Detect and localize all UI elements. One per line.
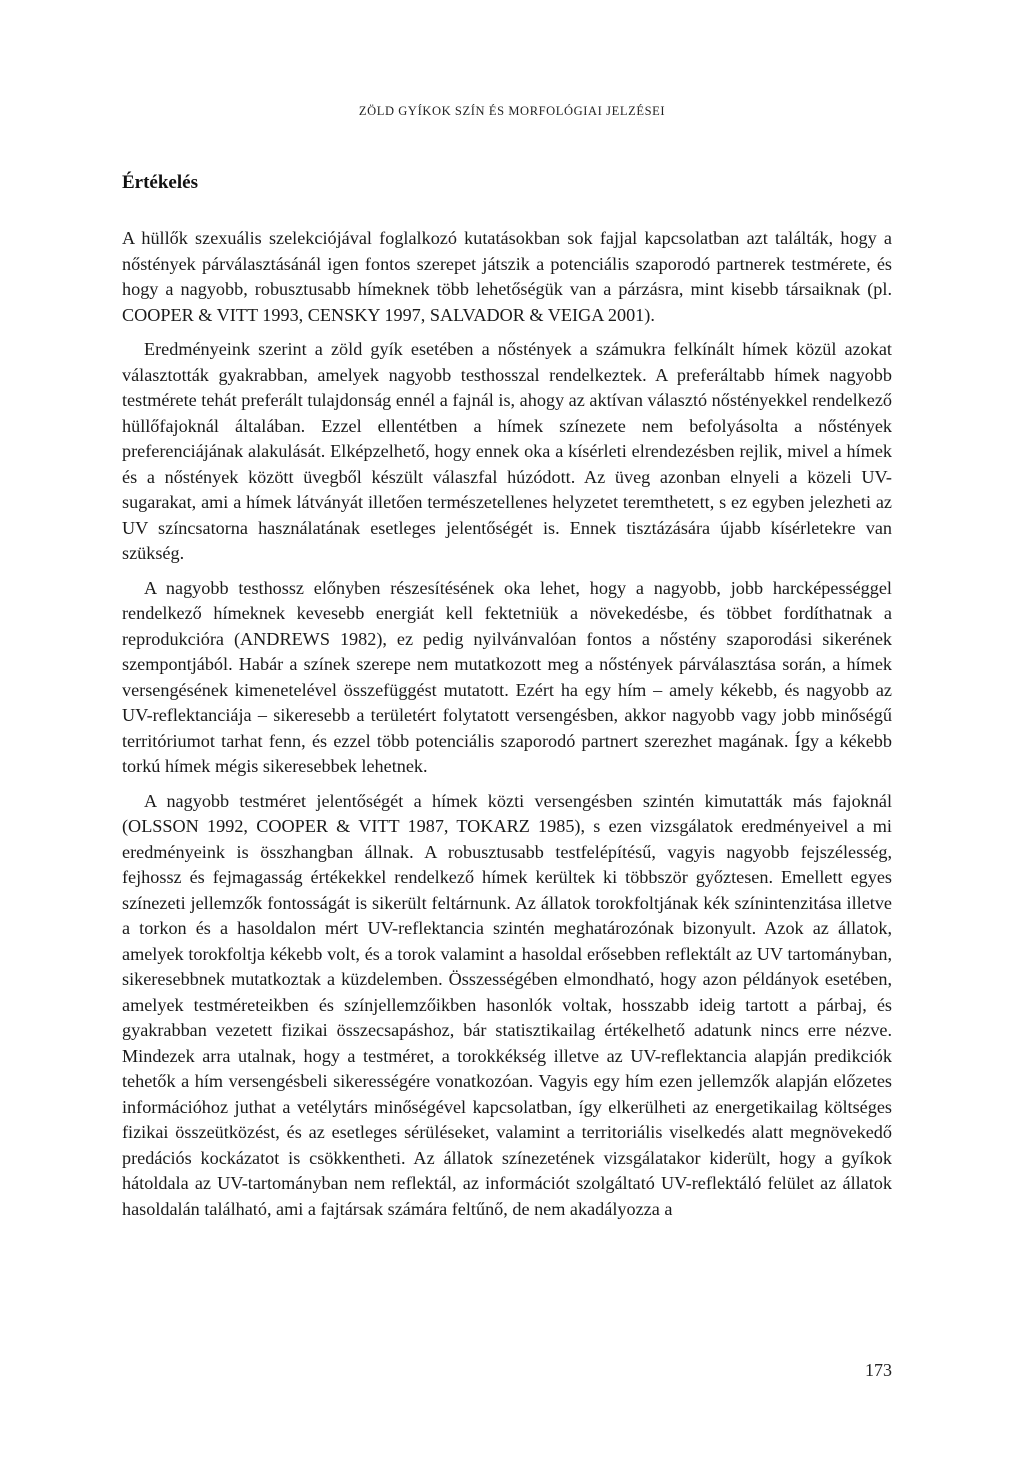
paragraph-1: A hüllők szexuális szelekciójával foglalkozó kutatásokban sok fajjal kapcsolatban azt találták, hogy a nőstények párválasztásánál igen fontos szerepet játszik a potenciális szaporodó partnerek testmérete, és hogy a nagyobb, robusztusabb hímeknek több lehetőségük van a párzásra, mint kisebb társaiknak (pl. COOPER & VITT 1993, CENSKY 1997, SALVADOR & VEIGA 2001). <box>122 228 892 325</box>
paragraph-2: Eredményeink szerint a zöld gyík esetében a nőstények a számukra felkínált hímek közül azokat választották gyakrabban, amelyek nagyobb testhosszal rendelkeztek. A preferáltabb hímek nagyobb testmérete tehát preferált tulajdonság ennél a fajnál is, ahogy az aktívan választó nőstényekkel rendelkező hüllőfajoknál általában. Ezzel ellentétben a hímek színezete nem befolyásolta a nőstények preferenciájának alakulását. Elképzelhető, hogy ennek oka a kísérleti elrendezésben rejlik, mivel a hímek és a nőstények között üvegből készült válaszfal húzódott. Az üveg azonban elnyeli a közeli UV-sugarakat, ami a hímek látványát illetően természetellenes helyzetet teremthetett, s ez egyben jelezheti az UV színcsatorna használatának esetleges jelentőségét is. Ennek tisztázására újabb kísérletekre van szükség. <box>122 339 892 563</box>
section-heading: Értékelés <box>122 172 198 193</box>
body-text <box>122 226 892 1231</box>
paragraph-4: A nagyobb testméret jelentőségét a hímek közti versengésben szintén kimutatták más fajoknál (OLSSON 1992, COOPER & VITT 1987, TOKARZ 1985), s ezen vizsgálatok eredményeivel a mi eredményeink is összhangban állnak. A robusztusabb testfelépítésű, vagyis nagyobb fejszélesség, fejhossz és fejmagasság értékekkel rendelkező hímek kerültek ki többször győztesen. Emellett egyes színezeti jellemzők fontosságát is sikerült feltárnunk. Az állatok torokfoltjának kék színintenzitása illetve a torkon és a hasoldalon mért UV-reflektancia szintén meghatározónak bizonyult. Azok az állatok, amelyek torokfoltja kékebb volt, és a torok valamint a hasoldal erősebben reflektált az UV tartományban, sikeresebbnek mutatkoztak a küzdelemben. Összességében elmondható, hogy azon példányok esetében, amelyek testméreteikben és színjellemzőikben hasonlók voltak, hosszabb ideig tartott a párbaj, és gyakrabban vezetett fizikai összecsapáshoz, bár statisztikailag értékelhető adatunk nincs erre nézve. Mindezek arra utalnak, hogy a testméret, a torokkékség illetve az UV-reflektancia alapján predikciók tehetők a hím versengésbeli sikerességére vonatkozóan. Vagyis egy hím ezen jellemzők alapján előzetes információhoz juthat a vetélytárs minőségével kapcsolatban, így elkerülheti az energetikailag költséges fizikai összeütközést, és az esetleges sérüléseket, valamint a territoriális viselkedés alatt megnövekedő predációs kockázatot is csökkentheti. Az állatok színezetének vizsgálatakor kiderült, hogy a gyíkok hátoldala az UV-tartományban nem reflektál, az információt szolgáltató UV-reflektáló felület az állatok hasoldalán található, ami a fajtársak számára feltűnő, de nem akadályozza a <box>122 790 892 1219</box>
running-header: ZÖLD GYÍKOK SZÍN ÉS MORFOLÓGIAI JELZÉSEI <box>358 104 666 118</box>
page-number: 173 <box>865 1360 892 1380</box>
paragraph-3: A nagyobb testhossz előnyben részesítésének oka lehet, hogy a nagyobb, jobb harcképességgel rendelkező hímeknek kevesebb energiát kell fektetniük a növekedésbe, és többet fordíthatnak a reprodukcióra (ANDREWS 1982), ez pedig nyilvánvalóan fontos a nőstény szaporodási sikerének szempontjából. Habár a színek szerepe nem mutatkozott meg a nőstények párválasztása során, a hímek versengésének kimenetelével összefüggést mutatott. Ezért ha egy hím – amely kékebb, és nagyobb az UV-reflektanciája – sikeresebb a területért folytatott versengésben, akkor nagyobb vagy jobb minőségű territóriumot tarhat fenn, és ezzel több potenciális szaporodó partnert szerezhet magának. Így a kékebb torkú hímek mégis sikeresebbek lehetnek. <box>122 577 892 776</box>
